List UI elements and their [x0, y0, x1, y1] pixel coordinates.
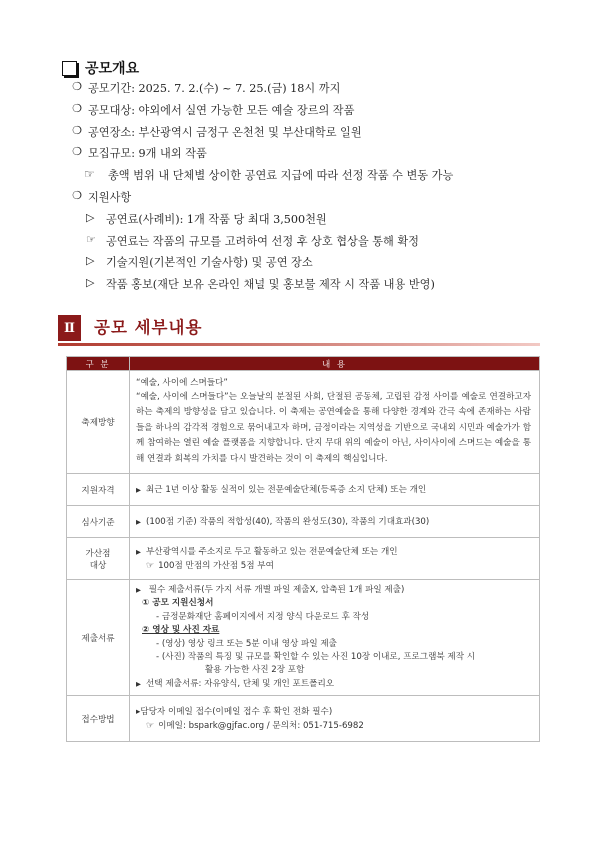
- table-row: [67, 474, 540, 506]
- documents-item2-desc2b: 활용 가능한 사진 2장 포함: [205, 665, 305, 676]
- row-label: 심사기준: [67, 506, 130, 538]
- row-label: 지원자격: [67, 474, 130, 506]
- overview-note: [66, 167, 546, 189]
- section2-heading: [58, 312, 540, 346]
- section-divider: [58, 343, 540, 346]
- festival-slogan: “예술, 사이에 스며들다”: [136, 378, 228, 388]
- documents-item1-title: ① 공모 지원신청서: [142, 598, 214, 609]
- criteria-text: (100점 기준) 작품의 적합성(40), 작품의 완성도(30), 작품의 기대효과(30): [146, 516, 430, 527]
- checkbox-square-icon: [62, 61, 77, 76]
- submission-text: ▸담당자 이메일 접수(이메일 접수 후 확인 전화 필수): [136, 706, 333, 717]
- bonus-note: 100점 만점의 가산점 5점 부여: [158, 560, 274, 571]
- overview-heading: [62, 58, 139, 78]
- row-label: 축제방향: [67, 371, 130, 474]
- documents-content: [130, 580, 540, 696]
- overview-note-text: 총액 범위 내 단체별 상이한 공연료 지급에 따라 선정 작품 수 변동 가능: [108, 169, 454, 183]
- documents-required-line: [136, 584, 531, 597]
- table-row: [67, 371, 540, 474]
- circle-bullet-icon: ❍: [72, 80, 82, 93]
- documents-item2-title-line: [142, 624, 531, 637]
- pointing-hand-icon: ☞: [146, 720, 155, 731]
- pointing-hand-icon: ☞: [86, 232, 96, 246]
- submission-content: [130, 696, 540, 742]
- triangle-bullet-icon: ▶: [136, 679, 141, 688]
- qualification-text: 최근 1년 이상 활동 실적이 있는 전문예술단체(등록증 소지 단체) 또는 개인: [146, 484, 427, 495]
- overview-item-text: 지원사항: [88, 190, 132, 204]
- row-label: 제출서류: [67, 580, 130, 696]
- circle-bullet-icon: ❍: [72, 123, 82, 137]
- table-row: [67, 580, 540, 696]
- bonus-text-line: [136, 545, 531, 559]
- table-row: [67, 506, 540, 538]
- festival-content: [130, 371, 540, 474]
- circle-bullet-icon: ❍: [72, 188, 82, 202]
- triangle-bullet-icon: ▶: [136, 547, 141, 556]
- documents-item2-desc2a: - (사진) 작품의 특징 및 규모를 확인할 수 있는 사진 10장 이내로, 프로그램북 제작 시: [156, 652, 476, 663]
- overview-subitem-text: 기술지원(기본적인 기술사항) 및 공연 장소: [106, 256, 313, 270]
- row-label-line: 대상: [89, 560, 107, 571]
- overview-list: [66, 80, 546, 298]
- submission-contact-line: [136, 719, 531, 733]
- documents-item2-desc1: - (영상) 영상 링크 또는 5분 이내 영상 파일 제출: [156, 638, 337, 649]
- documents-optional-line: [136, 678, 531, 691]
- overview-subitem: [66, 276, 546, 298]
- bonus-content: [130, 538, 540, 580]
- triangle-bullet-icon: ▶: [136, 517, 141, 526]
- detail-table: [66, 356, 540, 742]
- criteria-content: [130, 506, 540, 538]
- overview-item-text: 모집규모: 9개 내외 작품: [88, 147, 207, 161]
- bonus-text: 부산광역시를 주소지로 두고 활동하고 있는 전문예술단체 또는 개인: [146, 546, 398, 557]
- table-header-category: 구 분: [67, 357, 130, 371]
- submission-contact: 이메일: bspark@gjfac.org / 문의처: 051-715-6982: [158, 720, 364, 731]
- documents-item1-desc: - 금정문화재단 홈페이지에서 지정 양식 다운로드 후 작성: [156, 611, 370, 622]
- overview-note: [66, 233, 546, 255]
- overview-item: [66, 80, 546, 102]
- overview-item-text: 공모대상: 야외에서 실연 가능한 모든 예술 장르의 작품: [88, 103, 355, 117]
- bonus-note-line: [136, 559, 531, 573]
- overview-item: [66, 102, 546, 124]
- overview-subitem: [66, 254, 546, 276]
- pointing-hand-icon: ☞: [84, 167, 95, 182]
- overview-item: [66, 145, 546, 167]
- overview-item: [66, 124, 546, 146]
- triangle-bullet-icon: ▶: [136, 586, 141, 595]
- circle-bullet-icon: ❍: [72, 145, 82, 159]
- documents-optional: 선택 제출서류: 자유양식, 단체 및 개인 포트폴리오: [146, 678, 335, 689]
- section-number-badge: Ⅱ: [58, 315, 81, 341]
- overview-title: 공모개요: [85, 61, 140, 77]
- overview-subitem-text: 작품 홍보(재단 보유 온라인 채널 및 홍보물 제작 시 작품 내용 반영): [106, 278, 435, 292]
- festival-description: “예술, 사이에 스며들다”는 오늘날의 분절된 사회, 단절된 공동체, 고립된 감정 사이를 예술로 연결하고자 하는 축제의 방향성을 담고 있습니다. 이 축제는 공연예술을 통해 다양한 경계와 간극 속에 존재하는 사람들을 하나의 감각적 경험으로 묶어내고자 하며, 금정이라는 지역성을 기반으로 국내외 시민과 예술가가 함께 참여하는 열린 예술 플랫폼을 지향합니다. 단지 무대 위의 예술이 아닌, 사이사이에 스며드는 예술을 통해 연결과 회복의 가치를 다시 발견하는 것이 이 축제의 핵심입니다.: [136, 392, 531, 464]
- row-label: [67, 538, 130, 580]
- overview-subitem-text: 공연료(사례비): 1개 작품 당 최대 3,500천원: [106, 212, 327, 226]
- overview-note-text: 공연료는 작품의 규모를 고려하여 선정 후 상호 협상을 통해 확정: [106, 234, 419, 248]
- documents-required: 필수 제출서류(두 가지 서류 개별 파일 제출X, 압축된 1개 파일 제출): [148, 585, 405, 596]
- triangle-bullet-icon: ▶: [136, 485, 141, 494]
- triangle-bullet-icon: ▷: [86, 276, 95, 290]
- overview-subitem: [66, 211, 546, 233]
- table-header-row: [67, 357, 540, 371]
- table-row: [67, 696, 540, 742]
- table-header-content: 내 용: [130, 357, 540, 371]
- triangle-bullet-icon: ▷: [86, 210, 95, 224]
- overview-item-text: 공연장소: 부산광역시 금정구 온천천 및 부산대학로 일원: [88, 125, 362, 139]
- row-label: 접수방법: [67, 696, 130, 742]
- documents-item2-title: ② 영상 및 사진 자료: [142, 625, 220, 636]
- qualification-content: [130, 474, 540, 506]
- row-label-line: 가산점: [85, 548, 111, 559]
- table-row: [67, 538, 540, 580]
- section2-title: 공모 세부내용: [94, 318, 203, 337]
- overview-item: [66, 189, 546, 211]
- overview-item-text: 공모기간: 2025. 7. 2.(수) ~ 7. 25.(금) 18시 까지: [88, 82, 341, 95]
- triangle-bullet-icon: ▷: [86, 254, 95, 268]
- circle-bullet-icon: ❍: [72, 101, 82, 115]
- pointing-hand-icon: ☞: [146, 560, 155, 571]
